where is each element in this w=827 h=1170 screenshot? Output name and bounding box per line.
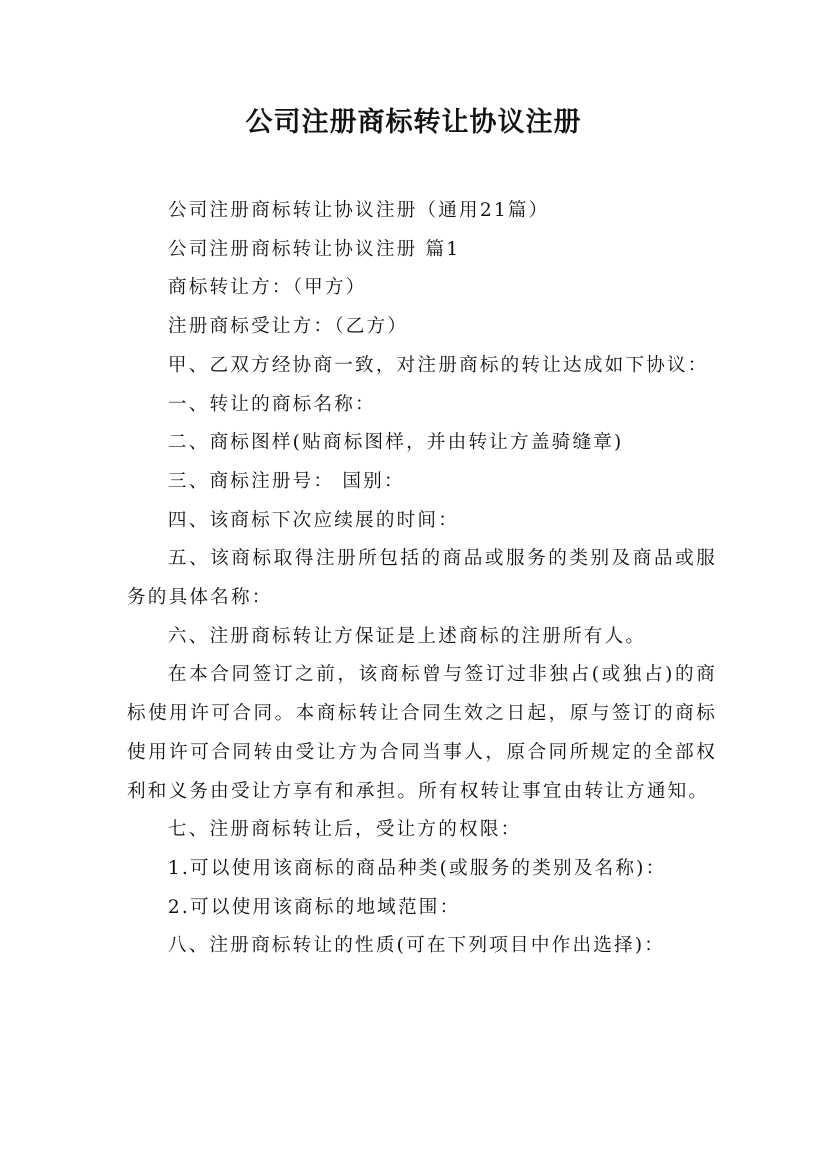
paragraph-clause-7-item-2: 2.可以使用该商标的地域范围：	[167, 896, 461, 918]
paragraph-subtitle: 公司注册商标转让协议注册（通用21篇）	[167, 200, 550, 221]
paragraph-clause-4: 四、该商标下次应续展的时间：	[167, 509, 460, 531]
paragraph-party-a: 商标转让方：（甲方）	[167, 277, 367, 299]
paragraph-clause-3: 三、商标注册号： 国别：	[167, 470, 405, 492]
paragraph-clause-5: 五、该商标取得注册所包括的商品或服务的类别及商品或服务的具体名称：	[127, 548, 717, 609]
paragraph-party-b: 注册商标受让方：（乙方）	[167, 316, 409, 338]
paragraph-clause-6: 六、注册商标转让方保证是上述商标的注册所有人。	[167, 625, 647, 647]
paragraph-clause-7-item-1: 1.可以使用该商标的商品种类(或服务的类别及名称)：	[167, 857, 667, 879]
paragraph-section-heading: 公司注册商标转让协议注册 篇1	[167, 238, 461, 260]
paragraph-agreement-intro: 甲、乙双方经协商一致，对注册商标的转让达成如下协议：	[167, 354, 709, 376]
document-title: 公司注册商标转让协议注册	[245, 107, 582, 138]
paragraph-license-note: 在本合同签订之前，该商标曾与签订过非独占(或独占)的商标使用许可合同。本商标转让合同生效之日起，原与签订的商标使用许可合同转由受让方为合同当事人，原合同所规定的全部权利和义务由受让方享有和承担。所有权转让事宜由转让方通知。	[127, 664, 717, 802]
paragraph-clause-2: 二、商标图样(贴商标图样，并由转让方盖骑缝章)	[167, 432, 624, 454]
paragraph-clause-8: 八、注册商标转让的性质(可在下列项目中作出选择)：	[167, 935, 666, 957]
document-body	[127, 192, 717, 966]
paragraph-clause-1: 一、转让的商标名称：	[167, 393, 376, 415]
paragraph-clause-7: 七、注册商标转让后，受让方的权限：	[167, 819, 522, 841]
